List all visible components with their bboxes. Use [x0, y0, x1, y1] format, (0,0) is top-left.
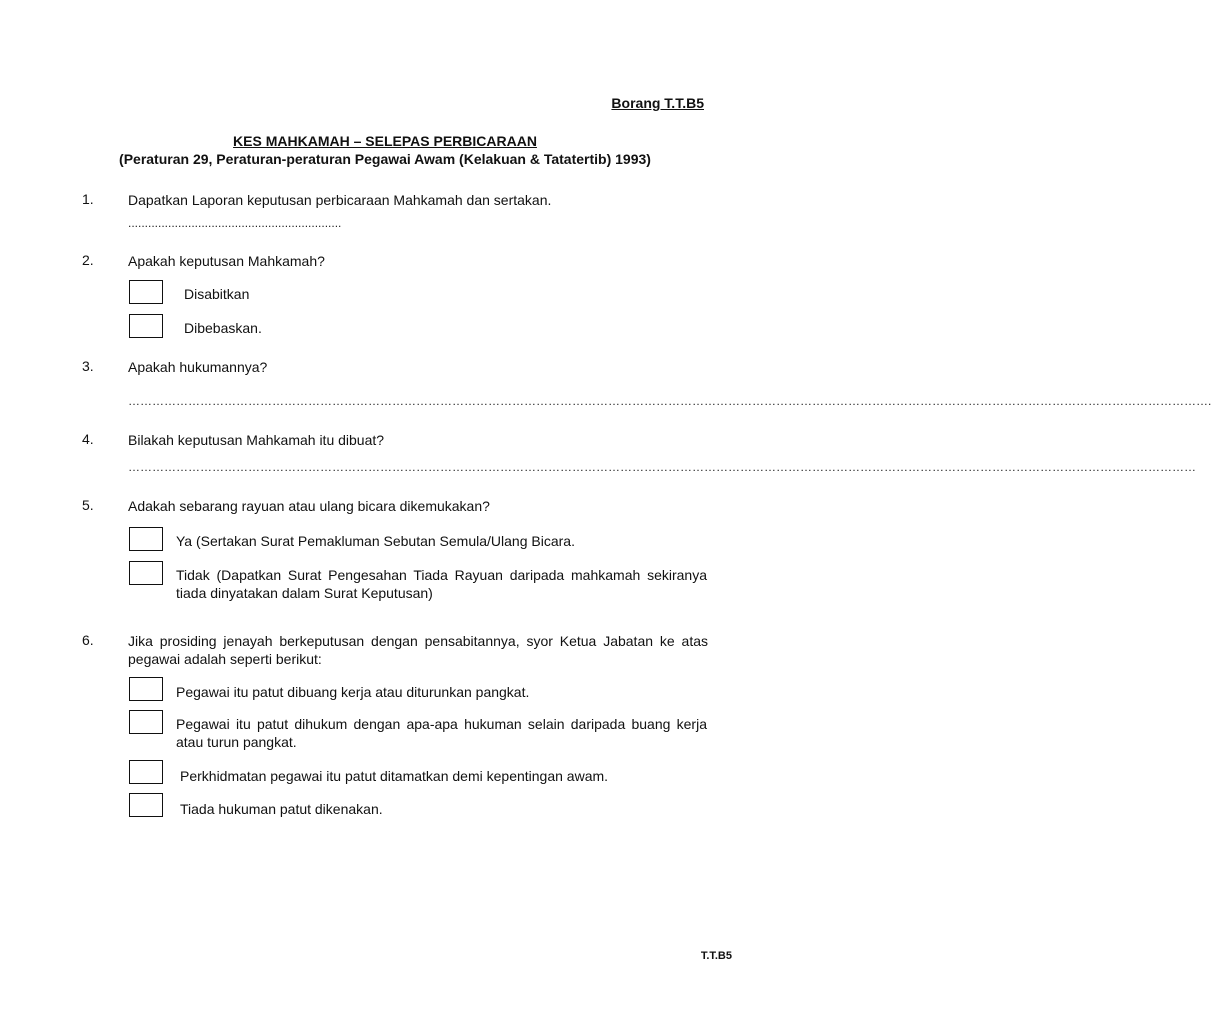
option-ditamatkan: Perkhidmatan pegawai itu patut ditamatkan demi kepentingan awam.: [180, 768, 609, 784]
question-5-number: 5.: [82, 497, 94, 513]
question-6-text: Jika prosiding jenayah berkeputusan dengan pensabitannya, syor Ketua Jabatan ke atas pegawai adalah seperti berikut:: [128, 633, 708, 667]
checkbox-tidak[interactable]: [129, 561, 163, 585]
checkbox-ditamatkan[interactable]: [129, 760, 163, 784]
option-tidak: Tidak (Dapatkan Surat Pengesahan Tiada Rayuan daripada mahkamah sekiranya tiada dinyatakan dalam Surat Keputusan): [176, 567, 707, 601]
checkbox-dibuang-kerja[interactable]: [129, 677, 163, 701]
checkbox-disabitkan[interactable]: [129, 280, 163, 304]
question-3-text: Apakah hukumannya?: [128, 359, 268, 375]
checkbox-ya[interactable]: [129, 527, 163, 551]
question-3-answer-line[interactable]: ……………………………………………………………………………………………………………………………………………………………………………………………………………………………………………….: [128, 394, 1211, 408]
option-tiada-hukuman: Tiada hukuman patut dikenakan.: [180, 801, 383, 817]
page-title: KES MAHKAMAH – SELEPAS PERBICARAAN: [233, 133, 537, 149]
option-ya: Ya (Sertakan Surat Pemakluman Sebutan Semula/Ulang Bicara.: [176, 533, 575, 549]
question-2-text: Apakah keputusan Mahkamah?: [128, 253, 325, 269]
question-6-number: 6.: [82, 632, 94, 648]
option-dibebaskan: Dibebaskan.: [184, 320, 262, 336]
form-code: Borang T.T.B5: [611, 95, 704, 111]
option-disabitkan: Disabitkan: [184, 286, 250, 302]
question-1-number: 1.: [82, 191, 94, 207]
option-dibuang-kerja: Pegawai itu patut dibuang kerja atau diturunkan pangkat.: [176, 684, 530, 700]
checkbox-hukuman-lain[interactable]: [129, 710, 163, 734]
checkbox-dibebaskan[interactable]: [129, 314, 163, 338]
option-hukuman-lain: Pegawai itu patut dihukum dengan apa-apa hukuman selain daripada buang kerja atau turun pangkat.: [176, 716, 707, 750]
question-4-text: Bilakah keputusan Mahkamah itu dibuat?: [128, 432, 385, 448]
question-4-answer-line[interactable]: ……………………………………………………………………………………………………………………………………………………………………………………………………………………………………………: [128, 460, 1196, 474]
question-3-number: 3.: [82, 358, 94, 374]
question-1-text: Dapatkan Laporan keputusan perbicaraan Mahkamah dan sertakan.: [128, 192, 552, 208]
question-5-text: Adakah sebarang rayuan atau ulang bicara dikemukakan?: [128, 498, 490, 514]
question-1-answer-line[interactable]: ................................................................: [128, 216, 342, 230]
footer-form-code: T.T.B5: [700, 950, 732, 962]
question-2-number: 2.: [82, 252, 94, 268]
question-4-number: 4.: [82, 431, 94, 447]
page-subtitle: (Peraturan 29, Peraturan-peraturan Pegawai Awam (Kelakuan & Tatatertib) 1993): [119, 151, 651, 167]
checkbox-tiada-hukuman[interactable]: [129, 793, 163, 817]
